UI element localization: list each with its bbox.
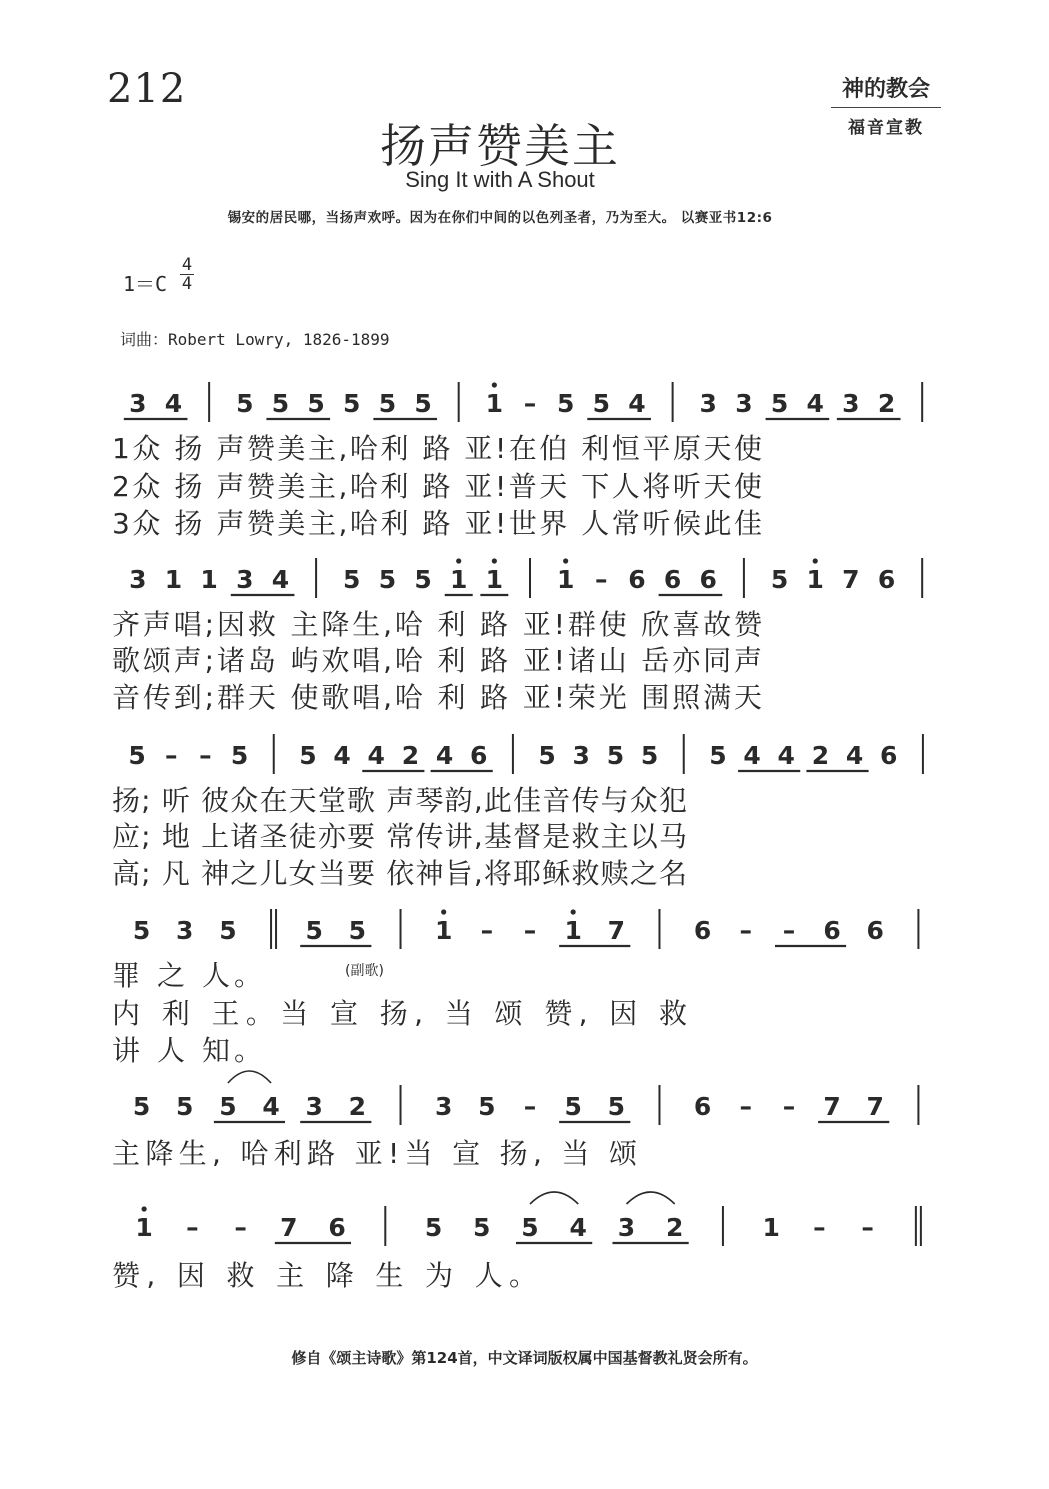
note: 6 (628, 565, 646, 594)
note: – (739, 916, 753, 945)
note: 6 (663, 565, 682, 594)
note: 5 (343, 565, 361, 594)
note: 5 (556, 389, 575, 418)
note: 6 (823, 916, 841, 945)
note: 5 (299, 741, 317, 770)
note: 7 (866, 1092, 884, 1121)
note: 5 (606, 741, 625, 770)
note: 4 (806, 389, 824, 418)
note: 5 (128, 741, 146, 770)
note: 6 (877, 565, 896, 594)
note: 5 (230, 741, 249, 770)
note: – (234, 1213, 247, 1242)
note: 6 (328, 1213, 346, 1242)
note: 5 (770, 389, 789, 418)
note: – (813, 1213, 826, 1242)
note: – (523, 1092, 537, 1121)
note: 5 (478, 1092, 496, 1121)
note: 5 (307, 389, 325, 418)
note: – (782, 1092, 796, 1121)
note: 1 (762, 1213, 780, 1242)
note: – (861, 1213, 874, 1242)
note: 4 (628, 389, 646, 418)
lyric-line: 3众 扬 声赞美主,哈利 路 亚!世界 人常听候此佳 (112, 507, 762, 540)
note: 5 (640, 741, 659, 770)
lyric-line: 讲 人 知。 (112, 1034, 262, 1067)
title-english: Sing It with A Shout (405, 167, 595, 192)
note: 7 (823, 1092, 841, 1121)
note: 3 (699, 389, 717, 418)
note: 5 (219, 916, 237, 945)
note: – (480, 916, 494, 945)
note: 5 (176, 1092, 194, 1121)
note: 5 (473, 1213, 491, 1242)
lyric-line: 主降生, 哈利路 亚!当 宣 扬, 当 颂 (112, 1137, 637, 1170)
note: 6 (693, 916, 712, 945)
note: 2 (348, 1092, 367, 1121)
note: 6 (693, 1092, 712, 1121)
note: 3 (176, 916, 194, 945)
note: – (199, 741, 212, 770)
note: 3 (617, 1213, 636, 1242)
time-signature-top: 4 (181, 255, 193, 275)
note: – (165, 741, 178, 770)
note: 4 (271, 565, 290, 594)
credits: 词曲：Robert Lowry, 1826-1899 (120, 330, 390, 349)
lyric-line: 应; 地 上诸圣徒亦要 常传讲,基督是救主以马 (112, 820, 687, 853)
lyric-line: 歌颂声;诸岛 屿欢唱,哈 利 路 亚!诸山 岳亦同声 (112, 644, 762, 677)
note: 2 (666, 1213, 684, 1242)
note: 5 (348, 916, 367, 945)
note: 3 (236, 565, 254, 594)
tie-arc (626, 1192, 674, 1204)
time-signature-bottom: 4 (181, 274, 193, 294)
note: 4 (743, 741, 761, 770)
lyric-line: 扬; 听 彼众在天堂歌 声琴韵,此佳音传与众犯 (112, 784, 687, 817)
lyric-line: 赞, 因 救 主 降 生 为 人。 (112, 1259, 537, 1292)
note: 5 (709, 741, 727, 770)
high-octave-dot (813, 558, 818, 563)
high-octave-dot (563, 558, 568, 563)
lyric-line: 高; 凡 神之儿女当要 依神旨,将耶稣救赎之名 (112, 857, 687, 890)
note: 5 (424, 1213, 443, 1242)
note: 5 (132, 1092, 151, 1121)
title-chinese: 扬声赞美主 (380, 119, 620, 173)
note: 3 (735, 389, 753, 418)
note: 5 (378, 389, 397, 418)
note: – (739, 1092, 753, 1121)
note: 5 (132, 916, 151, 945)
high-octave-dot (142, 1206, 147, 1211)
note: 5 (236, 389, 254, 418)
lyric-line: 罪 之 人。 (112, 959, 262, 992)
note: 3 (434, 1092, 453, 1121)
note: 1 (485, 389, 504, 418)
note: 5 (564, 1092, 582, 1121)
note: 1 (164, 565, 183, 594)
note: 5 (521, 1213, 539, 1242)
note: 5 (607, 1092, 626, 1121)
note: 5 (538, 741, 556, 770)
note: 2 (401, 741, 420, 770)
note: 3 (842, 389, 860, 418)
high-octave-dot (492, 382, 497, 387)
note: 1 (434, 916, 453, 945)
high-octave-dot (441, 909, 446, 914)
note: 5 (305, 916, 323, 945)
lyric-line: 齐声唱;因救 主降生,哈 利 路 亚!群使 欣喜故赞 (112, 608, 762, 641)
publisher-name: 神的教会 (831, 72, 941, 108)
high-octave-dot (456, 558, 461, 563)
note: 6 (470, 741, 488, 770)
publisher-subtitle: 福音宣教 (848, 118, 924, 138)
note: 7 (842, 565, 860, 594)
note: 4 (164, 389, 183, 418)
note: 5 (219, 1092, 237, 1121)
tie-arc (228, 1071, 271, 1083)
note: 1 (200, 565, 218, 594)
note: – (782, 916, 796, 945)
note: 5 (343, 389, 361, 418)
note: 1 (564, 916, 582, 945)
note: 3 (129, 565, 147, 594)
note: – (186, 1213, 199, 1242)
note: 4 (435, 741, 454, 770)
lyric-line: 内 利 王。当 宣 扬, 当 颂 赞, 因 救 (112, 997, 687, 1030)
note: 3 (572, 741, 590, 770)
high-octave-dot (571, 909, 576, 914)
note: 5 (770, 565, 789, 594)
note: 2 (877, 389, 896, 418)
note: 6 (699, 565, 717, 594)
note: 6 (866, 916, 884, 945)
note: 7 (607, 916, 626, 945)
copyright-footer: 修自《颂主诗歌》第124首，中文译词版权属中国基督教礼贤会所有。 (291, 1349, 758, 1367)
note: 5 (271, 389, 290, 418)
note: 5 (378, 565, 397, 594)
note: 5 (592, 389, 611, 418)
note: 2 (811, 741, 830, 770)
note: 1 (556, 565, 575, 594)
note: 4 (569, 1213, 587, 1242)
note: 1 (449, 565, 468, 594)
note: 4 (262, 1092, 280, 1121)
lyric-line: 音传到;群天 使歌唱,哈 利 路 亚!荣光 围照满天 (112, 681, 762, 714)
note: 3 (129, 389, 147, 418)
high-octave-dot (492, 558, 497, 563)
note: – (595, 565, 608, 594)
note: 4 (333, 741, 351, 770)
note: 5 (414, 389, 432, 418)
tie-arc (530, 1192, 578, 1204)
note: 5 (414, 565, 432, 594)
note: – (523, 916, 537, 945)
note: 4 (367, 741, 385, 770)
note: – (523, 389, 537, 418)
note: 1 (135, 1213, 153, 1242)
note: 4 (845, 741, 864, 770)
note: 7 (280, 1213, 298, 1242)
chorus-annotation: (副歌) (345, 963, 384, 979)
note: 1 (485, 565, 504, 594)
note: 4 (777, 741, 795, 770)
scripture-epigraph: 锡安的居民哪，当扬声欢呼。因为在你们中间的以色列圣者，乃为至大。 以赛亚书12:6 (227, 210, 773, 226)
hymn-number: 212 (107, 66, 187, 112)
lyric-line: 1众 扬 声赞美主,哈利 路 亚!在伯 利恒平原天使 (112, 432, 762, 465)
key-signature: 1＝C (123, 272, 168, 296)
note: 6 (880, 741, 898, 770)
lyric-line: 2众 扬 声赞美主,哈利 路 亚!普天 下人将听天使 (112, 470, 762, 503)
note: 1 (806, 565, 824, 594)
note: 3 (305, 1092, 323, 1121)
